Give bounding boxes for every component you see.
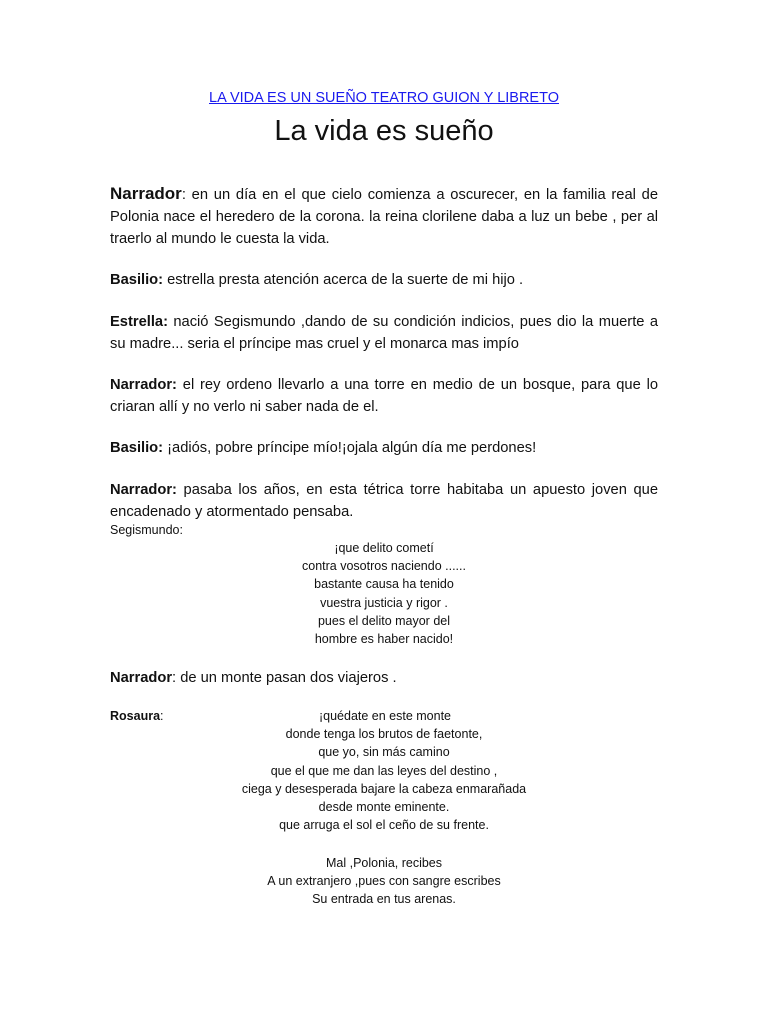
title-link[interactable]: LA VIDA ES UN SUEÑO TEATRO GUION Y LIBRETO	[209, 90, 559, 106]
verse-line: desde monte eminente.	[318, 800, 450, 815]
dialogue-paragraph	[110, 667, 658, 689]
verse-line: ¡que delito cometí	[334, 541, 434, 555]
rosaura-verse-2	[0, 854, 768, 909]
dialogue-paragraph	[110, 479, 658, 523]
verse-line: ciega y desesperada bajare la cabeza enmarañada	[241, 781, 527, 796]
dialogue-paragraph	[110, 269, 658, 291]
segismundo-label: Segismundo:	[110, 523, 183, 537]
dialogue-text: el rey ordeno llevarlo a una torre en medio de un bosque, para que lo criaran allí y no verlo ni saber nada de el.	[110, 377, 658, 415]
verse-line: Mal ,Polonia, recibes	[325, 856, 443, 870]
verse-line: A un extranjero ,pues con sangre escribes	[267, 874, 501, 889]
dialogue-text: : de un monte pasan dos viajeros .	[172, 670, 397, 686]
verse-line: Su entrada en tus arenas.	[312, 892, 456, 907]
verse-line: pues el delito mayor del	[317, 613, 451, 628]
verse-line: ¡quédate en este monte	[318, 709, 452, 723]
speaker-name: Narrador	[110, 670, 173, 686]
dialogue-text: ¡adiós, pobre príncipe mío!¡ojala algún día me perdones!	[163, 440, 537, 456]
dialogue-text: nació Segismundo ,dando de su condición indicios, pues dio la muerte a su madre... seria el príncipe mas cruel y el monarca mas impío	[110, 314, 658, 352]
dialogue-text: en un día en el que cielo comienza a oscurecer, en la familia real de Polonia nace el heredero de la corona. la reina clorilene daba a luz un bebe , per al traerlo al mundo le cuesta la vida.	[110, 187, 658, 247]
verse-line: vuestra justicia y rigor .	[320, 595, 448, 610]
speaker-name: Narrador	[110, 184, 182, 203]
speaker-name: Basilio:	[110, 440, 164, 456]
page-title: La vida es sueño	[274, 115, 494, 147]
dialogue-text: pasaba los años, en esta tétrica torre habitaba un apuesto joven que encadenado y atormentado pensaba.	[110, 482, 658, 520]
speaker-name: Basilio:	[110, 272, 164, 288]
speaker-name: Estrella:	[110, 314, 168, 330]
verse-line: que el que me dan las leyes del destino ,	[270, 763, 498, 778]
segismundo-verse	[0, 539, 768, 648]
speaker-name: Rosaura	[110, 709, 161, 723]
verse-line: que arruga el sol el ceño de su frente.	[279, 818, 489, 833]
speaker-name: Narrador:	[110, 377, 177, 393]
rosaura-verse	[0, 707, 768, 834]
dialogue-text: estrella presta atención acerca de la suerte de mi hijo .	[163, 272, 524, 288]
verse-line: bastante causa ha tenido	[314, 577, 454, 592]
verse-line: hombre es haber nacido!	[314, 632, 454, 647]
dialogue-paragraph	[110, 374, 658, 418]
verse-line: contra vosotros naciendo ......	[302, 559, 466, 574]
speaker-separator: :	[181, 187, 186, 203]
verse-line: donde tenga los brutos de faetonte,	[285, 727, 483, 742]
speaker-name: Narrador:	[110, 482, 177, 498]
speaker-separator: :	[160, 709, 164, 723]
dialogue-paragraph	[110, 311, 658, 355]
verse-line: que yo, sin más camino	[318, 745, 450, 760]
dialogue-paragraph	[110, 437, 658, 459]
dialogue-paragraph	[110, 183, 658, 250]
